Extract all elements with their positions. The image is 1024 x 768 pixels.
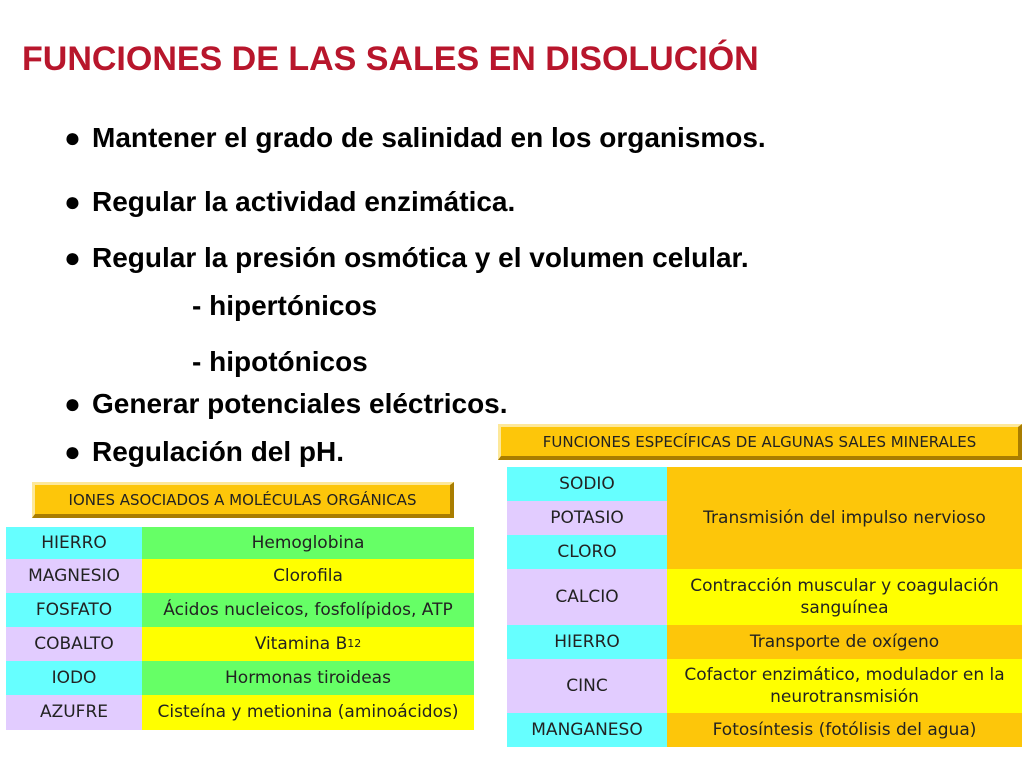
page-title: FUNCIONES DE LAS SALES EN DISOLUCIÓN — [22, 40, 759, 78]
right-table-element: CINC — [507, 659, 667, 713]
right-table-function: Transmisión del impulso nervioso — [667, 467, 1022, 569]
bullet-icon: ● — [64, 186, 81, 217]
left-table-ion: MAGNESIO — [6, 559, 142, 593]
bullet-item — [64, 186, 515, 218]
bullet-item — [64, 122, 766, 154]
right-table-element: SODIO — [507, 467, 667, 501]
left-table-molecule: Hemoglobina — [142, 527, 474, 559]
right-table-function: Cofactor enzimático, modulador en la neurotransmisión — [667, 659, 1022, 713]
left-table-ion: IODO — [6, 661, 142, 695]
left-table-header: IONES ASOCIADOS A MOLÉCULAS ORGÁNICAS — [32, 482, 454, 518]
right-table-function: Fotosíntesis (fotólisis del agua) — [667, 713, 1022, 747]
bullet-text: Regulación del pH. — [92, 436, 345, 467]
bullet-icon: ● — [64, 242, 81, 273]
bullet-icon: ● — [64, 388, 81, 419]
right-table-element: MANGANESO — [507, 713, 667, 747]
bullet-item — [64, 388, 508, 420]
right-table-element: CALCIO — [507, 569, 667, 625]
bullet-text: Regular la actividad enzimática. — [92, 186, 516, 217]
left-table-ion: FOSFATO — [6, 593, 142, 627]
left-table-ion: AZUFRE — [6, 695, 142, 730]
left-table-molecule — [142, 627, 474, 661]
molecule-text: Vitamina B — [254, 633, 348, 654]
left-table-molecule: Hormonas tiroideas — [142, 661, 474, 695]
right-table-header: FUNCIONES ESPECÍFICAS DE ALGUNAS SALES MINERALES — [498, 424, 1022, 460]
right-table-element: POTASIO — [507, 501, 667, 535]
right-table-element: CLORO — [507, 535, 667, 569]
left-table-molecule: Ácidos nucleicos, fosfolípidos, ATP — [142, 593, 474, 627]
left-table-ion: COBALTO — [6, 627, 142, 661]
bullet-item — [64, 436, 344, 468]
sub-item: - hipotónicos — [192, 346, 368, 377]
bullet-text: Mantener el grado de salinidad en los organismos. — [92, 122, 766, 153]
left-table-ion: HIERRO — [6, 527, 142, 559]
right-table-function: Transporte de oxígeno — [667, 625, 1022, 659]
bullet-icon: ● — [64, 122, 81, 153]
bullet-item — [64, 242, 749, 274]
right-table-function: Contracción muscular y coagulación sanguínea — [667, 569, 1022, 625]
bullet-icon: ● — [64, 436, 81, 467]
left-table-molecule: Clorofila — [142, 559, 474, 593]
sub-item: - hipertónicos — [192, 290, 378, 321]
bullet-text: Regular la presión osmótica y el volumen celular. — [92, 242, 749, 273]
right-table-element: HIERRO — [507, 625, 667, 659]
molecule-subscript: 12 — [347, 636, 362, 650]
left-table-molecule: Cisteína y metionina (aminoácidos) — [142, 695, 474, 730]
bullet-text: Generar potenciales eléctricos. — [92, 388, 508, 419]
